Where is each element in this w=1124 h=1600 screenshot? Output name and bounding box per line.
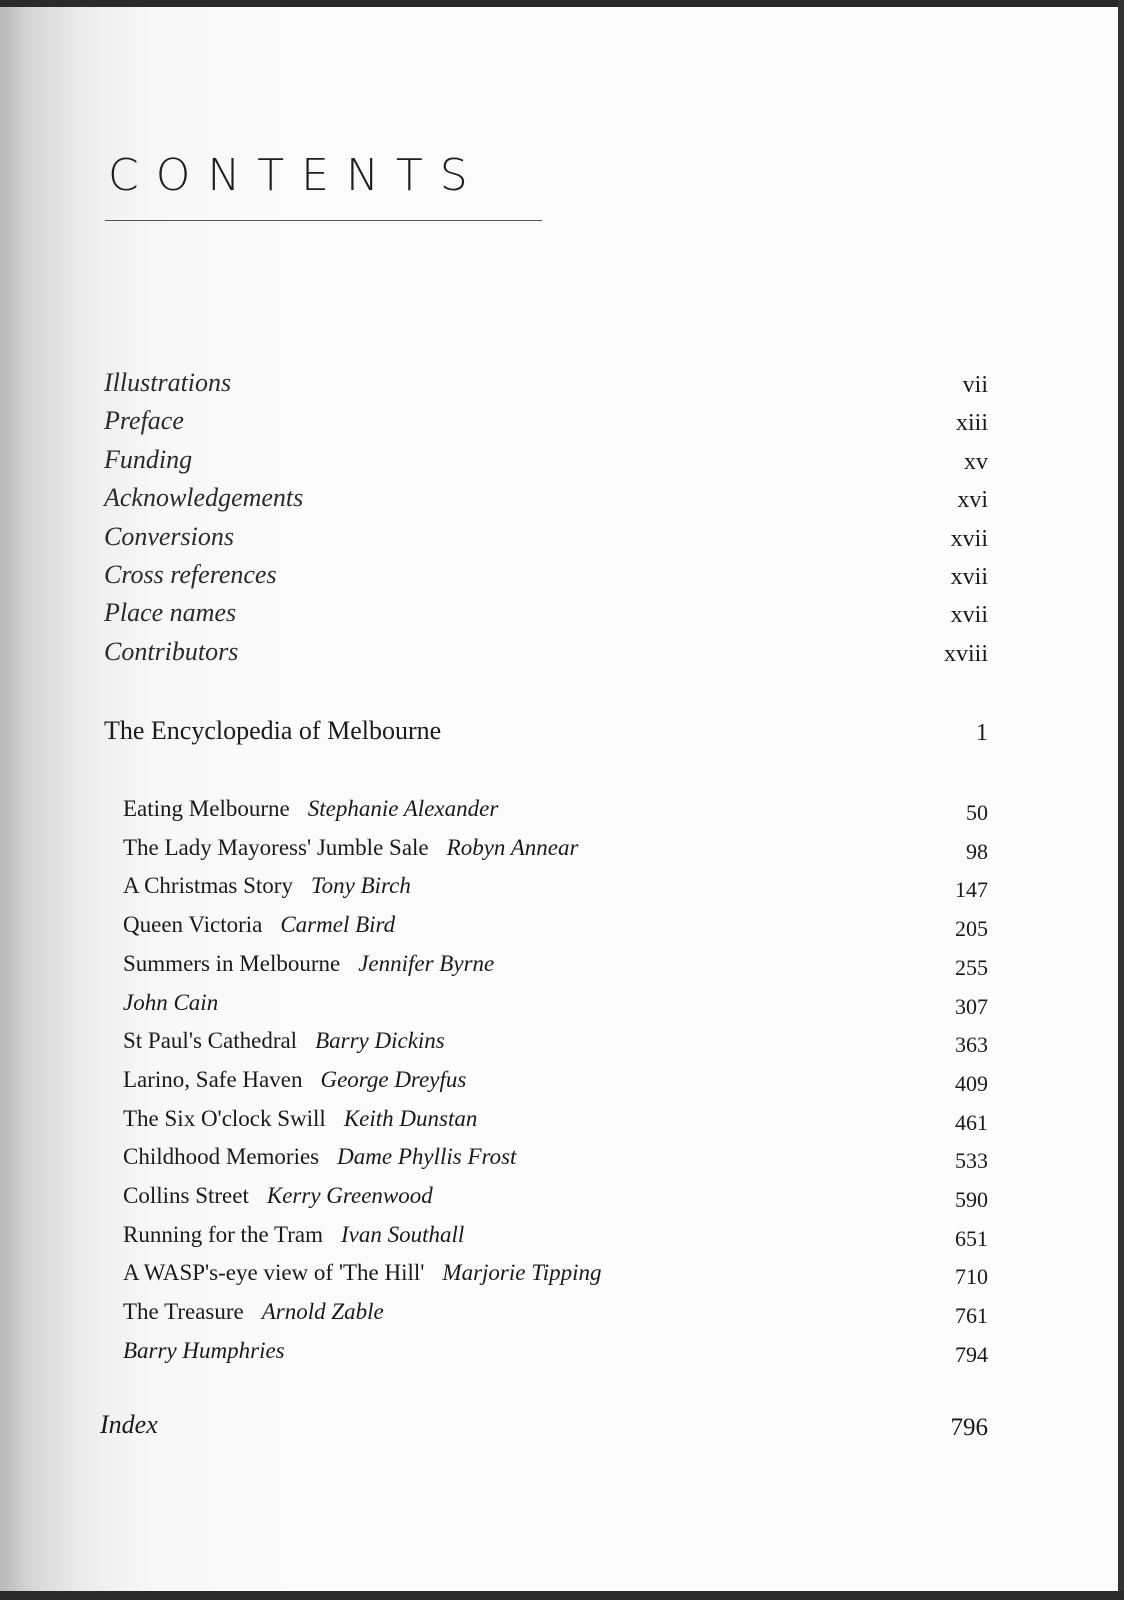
- essay-title: Queen Victoria: [123, 912, 263, 938]
- essay-line: [123, 1028, 445, 1054]
- page-number: 651: [955, 1225, 988, 1251]
- toc-essay-entry: [0, 873, 1124, 907]
- toc-essay-entry: [0, 1144, 1124, 1178]
- toc-essay-entry: [0, 912, 1124, 946]
- essay-title: Larino, Safe Haven: [123, 1066, 303, 1092]
- essay-author: Ivan Southall: [340, 1221, 465, 1247]
- toc-essay-entry: [0, 1028, 1124, 1062]
- page-number: 50: [966, 800, 988, 825]
- essay-author: Jennifer Byrne: [358, 950, 495, 976]
- page-number: 796: [950, 1414, 988, 1441]
- page-title: CONTENTS: [108, 150, 485, 201]
- toc-essay-entry: [0, 1183, 1124, 1217]
- page-number: 1: [976, 720, 988, 746]
- page-number: 363: [955, 1032, 988, 1058]
- essay-line: [123, 912, 395, 938]
- essay-line: [123, 951, 494, 977]
- scan-edge-bottom: [0, 1591, 1124, 1600]
- page-number: 590: [955, 1187, 988, 1212]
- toc-essay-entry: [0, 835, 1124, 869]
- toc-entry: [0, 483, 1124, 517]
- essay-author: Tony Birch: [310, 873, 411, 899]
- toc-essay-entry: [0, 1222, 1124, 1256]
- page-number: 307: [955, 993, 988, 1019]
- entry-title: Index: [100, 1410, 158, 1439]
- essay-author: Kerry Greenwood: [266, 1183, 433, 1208]
- entry-title: Acknowledgements: [104, 483, 304, 513]
- essay-title: A Christmas Story: [123, 873, 293, 899]
- page-number: 794: [955, 1341, 988, 1367]
- essay-line: [123, 1106, 477, 1132]
- essay-title: St Paul's Cathedral: [123, 1028, 298, 1054]
- essay-author: Barry Dickins: [315, 1028, 445, 1054]
- toc-essay-entry: [0, 1067, 1124, 1101]
- essay-author: Stephanie Alexander: [307, 796, 499, 821]
- entry-title: Cross references: [104, 560, 277, 589]
- toc-essay-entry: [0, 951, 1124, 985]
- essay-title: Eating Melbourne: [123, 796, 290, 821]
- essay-title: A WASP's-eye view of 'The Hill': [123, 1260, 425, 1286]
- page-number: 255: [955, 954, 988, 980]
- essay-title: Collins Street: [123, 1183, 249, 1208]
- essay-title: The Lady Mayoress' Jumble Sale: [123, 834, 429, 860]
- page-number: 461: [955, 1109, 988, 1135]
- essay-title: The Treasure: [123, 1299, 244, 1325]
- essay-author: Barry Humphries: [123, 1337, 285, 1363]
- essay-title: The Six O'clock Swill: [123, 1105, 326, 1131]
- entry-title: Funding: [104, 444, 193, 474]
- essay-line: [123, 1183, 433, 1209]
- essay-author: George Dreyfus: [320, 1066, 467, 1092]
- essay-line: [123, 1260, 602, 1286]
- essay-title: Running for the Tram: [123, 1221, 323, 1247]
- page-number: vii: [962, 372, 988, 398]
- essay-line: [123, 1067, 466, 1093]
- toc-essay-entry: [0, 796, 1124, 830]
- page-number: 98: [966, 838, 988, 864]
- entry-title: Place names: [104, 598, 237, 628]
- toc-entry: [0, 598, 1124, 632]
- page-number: xv: [964, 448, 988, 475]
- toc-entry: [0, 406, 1124, 440]
- essay-line: [123, 1222, 464, 1248]
- page-number: xvii: [950, 602, 988, 629]
- page-number: xiii: [955, 410, 988, 437]
- page-number: xviii: [943, 640, 988, 667]
- page-number: xvii: [950, 564, 988, 590]
- entry-title: Illustrations: [104, 368, 232, 397]
- entry-title: Conversions: [104, 521, 234, 551]
- toc-entry-main: [0, 716, 1124, 750]
- toc-entry: [0, 522, 1124, 556]
- page-number: 409: [955, 1070, 988, 1096]
- toc-essay-entry: [0, 1260, 1124, 1294]
- essay-title: Summers in Melbourne: [123, 950, 341, 976]
- essay-author: Marjorie Tipping: [442, 1260, 602, 1286]
- essay-line: [123, 796, 498, 822]
- essay-author: Keith Dunstan: [343, 1105, 478, 1131]
- essay-author: Dame Phyllis Frost: [337, 1144, 517, 1170]
- essay-line: [123, 1144, 516, 1170]
- title-underline: [105, 220, 542, 221]
- toc-essay-entry: [0, 1338, 1124, 1372]
- essay-line: [123, 835, 578, 861]
- toc-entry: [0, 368, 1124, 402]
- entry-title: The Encyclopedia of Melbourne: [104, 716, 442, 745]
- essay-author: Arnold Zable: [261, 1299, 384, 1325]
- toc-entry: [0, 637, 1124, 671]
- page-number: xvi: [957, 487, 988, 514]
- page-number: 533: [955, 1148, 988, 1174]
- essay-author: Carmel Bird: [280, 912, 396, 938]
- toc-essay-entry: [0, 990, 1124, 1024]
- page-number: 761: [955, 1303, 988, 1329]
- essay-line: [123, 873, 411, 899]
- page-number: 147: [955, 877, 988, 903]
- toc-essay-entry: [0, 1106, 1124, 1140]
- toc-entry-index: [0, 1410, 1124, 1444]
- essay-author: Robyn Annear: [446, 834, 579, 860]
- page-number: 710: [955, 1264, 988, 1290]
- essay-author: John Cain: [123, 989, 219, 1015]
- entry-title: Contributors: [104, 636, 239, 666]
- toc-entry: [0, 445, 1124, 479]
- toc-entry: [0, 560, 1124, 594]
- scan-edge-top: [0, 0, 1124, 7]
- essay-line: [123, 1299, 384, 1325]
- page-number: xvii: [950, 525, 988, 552]
- essay-title: Childhood Memories: [123, 1144, 320, 1170]
- toc-essay-entry: [0, 1299, 1124, 1333]
- page-number: 205: [955, 916, 988, 942]
- entry-title: Preface: [104, 406, 184, 436]
